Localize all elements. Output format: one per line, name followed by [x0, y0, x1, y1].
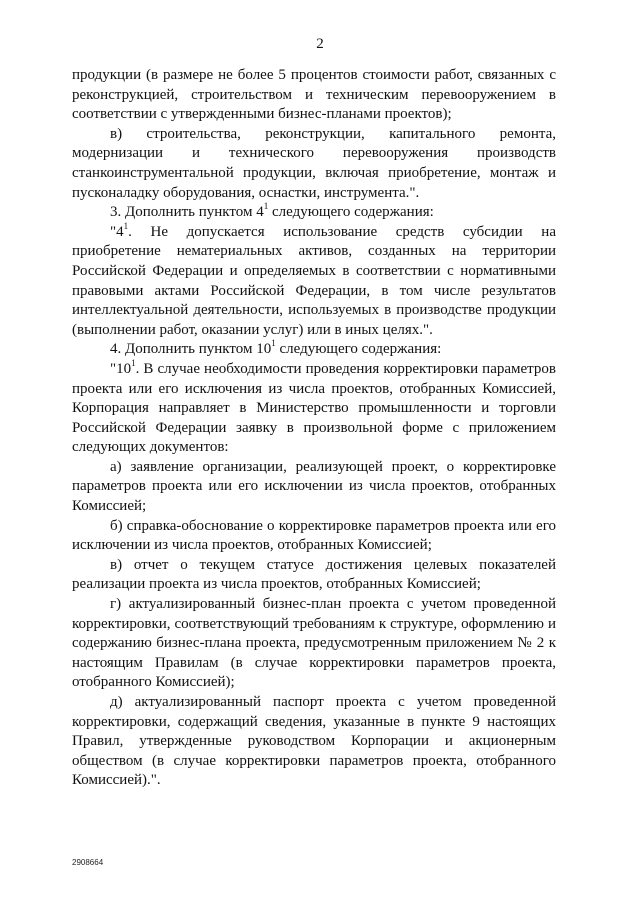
- paragraph-continuation: продукции (в размере не более 5 процентов стоимости работ, связанных с реконструкцией, строительством и техническим перевооружением в соответствии с утвержденными бизнес-планами проектов);: [72, 67, 556, 123]
- document-code: 2908664: [72, 858, 104, 867]
- paragraph-amendment-3: [72, 203, 556, 223]
- paragraph-item-a: а) заявление организации, реализующей проект, о корректировке параметров проекта или его исключении из числа проектов, отобранных Комиссией;: [72, 458, 556, 515]
- paragraph-item-v2: в) отчет о текущем статусе достижения целевых показателей реализации проекта из числа проектов, отобранных Комиссией;: [72, 556, 556, 593]
- paragraph-item-d: д) актуализированный паспорт проекта с учетом проведенной корректировки, содержащий сведения, указанные в пункте 9 настоящих Правил, утвержденные руководством Корпорации и акционерным обществом (в случае корректировки параметров проекта, отобранного Комиссией).".: [72, 694, 556, 789]
- page-number: 2: [316, 36, 324, 52]
- document-body: [72, 66, 556, 791]
- paragraph-item-b: б) справка-обоснование о корректировке параметров проекта или его исключении из числа проектов, отобранных Комиссией;: [72, 517, 556, 554]
- superscript: 1: [123, 220, 129, 231]
- superscript: 1: [263, 201, 269, 212]
- paragraph-text: следующего содержания:: [275, 341, 442, 358]
- paragraph-text: . Не допускается использование средств субсидии на приобретение нематериальных активов, созданных на территории Российской Федерации и определяемых в соответствии с нормативными правовыми актами Российской Федерации, в том числе результатов интеллектуальной деятельности, используемых в производстве продукции (выполнении работ, оказании услуг) или в иных целях.".: [72, 223, 556, 338]
- paragraph-item-g: г) актуализированный бизнес-план проекта с учетом проведенной корректировки, соответствующий требованиям к структуре, оформлению и содержанию бизнес-плана проекта, предусмотренным приложением № 2 к настоящим Правилам (в случае корректировки параметров проекта, отобранного Комиссией);: [72, 596, 556, 691]
- paragraph-text: 4. Дополнить пунктом 10: [110, 341, 272, 358]
- paragraph-point-4-1: [72, 220, 556, 341]
- paragraph-text: "10: [110, 360, 132, 377]
- paragraph-text: следующего содержания:: [268, 204, 434, 221]
- paragraph-text: 3. Дополнить пунктом 4: [110, 204, 264, 221]
- paragraph-amendment-4: [72, 340, 556, 360]
- superscript: 1: [131, 357, 136, 368]
- paragraph-text: "4: [110, 223, 124, 240]
- superscript: 1: [271, 338, 276, 349]
- paragraph-item-v: в) строительства, реконструкции, капитального ремонта, модернизации и технического перевооружения производств станкоинструментальной продукции, включая приобретение, монтаж и пусконаладку оборудования, оснастки, инструмента.".: [72, 125, 556, 201]
- paragraph-text: . В случае необходимости проведения корректировки параметров проекта или его исключения из числа проектов, отобранных Комиссией, Корпорация направляет в Министерство промышленности и торговли Российской Федерации заявку в произвольной форме с приложением следующих документов:: [72, 360, 556, 456]
- paragraph-point-10-1: [72, 357, 556, 458]
